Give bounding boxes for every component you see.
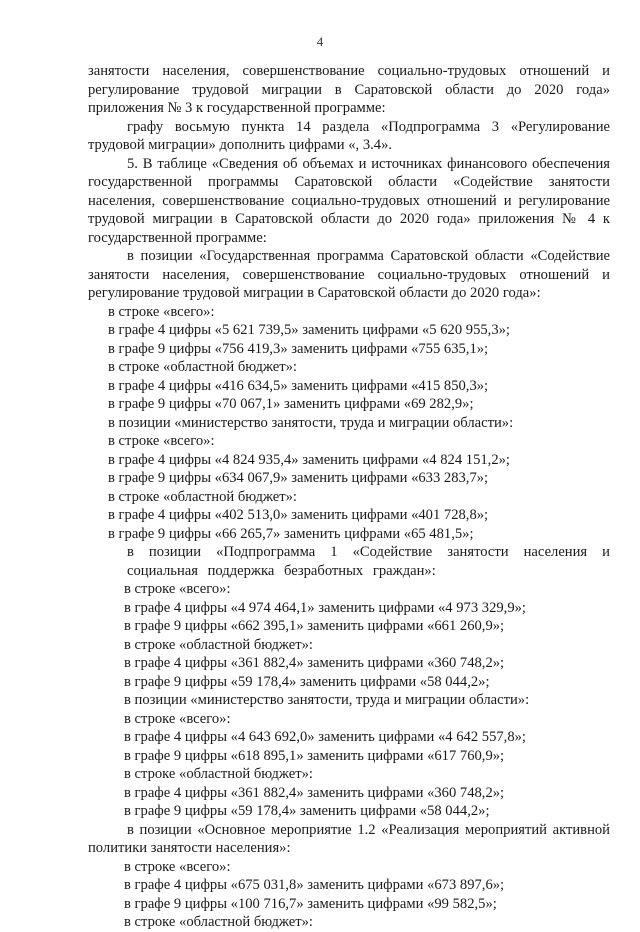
- paragraph: в позиции «министерство занятости, труда и миграции области»:: [124, 692, 530, 708]
- paragraph: в позиции «Государственная программа Саратовской области «Содействие занятости населения, совершенствование социально-трудовых отношений и регулирование трудовой миграции в Саратовской области до 2020 года»:: [88, 248, 610, 301]
- paragraph: в графе 9 цифры «662 395,1» заменить цифрами «661 260,9»;: [124, 618, 505, 634]
- paragraph: в строке «всего»:: [124, 858, 231, 875]
- paragraph: в графе 4 цифры «4 643 692,0» заменить цифрами «4 642 557,8»;: [124, 729, 526, 745]
- paragraph: в строке «областной бюджет»:: [124, 914, 313, 930]
- paragraph: в строке «всего»:: [108, 433, 215, 449]
- paragraph: в строке «всего»:: [124, 710, 231, 727]
- paragraph: в графе 4 цифры «5 621 739,5» заменить цифрами «5 620 955,3»;: [108, 322, 510, 338]
- paragraph: в графе 9 цифры «634 067,9» заменить цифрами «633 283,7»;: [108, 470, 489, 486]
- paragraph: в строке «областной бюджет»:: [124, 766, 313, 782]
- paragraph: занятости населения, совершенствование социально-трудовых отношений и регулирование трудовой миграции в Саратовской области до 2020 года» приложения № 3 к государственной программе:: [88, 63, 610, 116]
- paragraph: в графе 4 цифры «402 513,0» заменить цифрами «401 728,8»;: [108, 507, 489, 523]
- document-body: [88, 62, 610, 932]
- paragraph: в графе 9 цифры «59 178,4» заменить цифрами «58 044,2»;: [124, 673, 490, 690]
- paragraph: в графе 4 цифры «4 824 935,4» заменить цифрами «4 824 151,2»;: [108, 451, 510, 468]
- paragraph: в графе 9 цифры «618 895,1» заменить цифрами «617 760,9»;: [124, 747, 505, 764]
- paragraph: в графе 9 цифры «70 067,1» заменить цифрами «69 282,9»;: [108, 396, 474, 412]
- paragraph: в графе 9 цифры «66 265,7» заменить цифрами «65 481,5»;: [108, 525, 474, 542]
- paragraph: в графе 4 цифры «4 974 464,1» заменить цифрами «4 973 329,9»;: [124, 599, 526, 616]
- paragraph: 5. В таблице «Сведения об объемах и источниках финансового обеспечения государственной программы Саратовской области «Содействие занятости населения, совершенствование социально-трудовых отношений и регулирование трудовой миграции в Саратовской области до 2020 года» приложения № 4 к государственной программе:: [88, 155, 610, 246]
- paragraph: в позиции «Основное мероприятие 1.2 «Реализация мероприятий активной политики занятости населения»:: [88, 821, 610, 856]
- paragraph: в графе 4 цифры «361 882,4» заменить цифрами «360 748,2»;: [124, 655, 505, 671]
- page-number: 4: [316, 34, 324, 49]
- paragraph: в строке «всего»:: [108, 303, 215, 320]
- paragraph: в строке «областной бюджет»:: [108, 359, 297, 375]
- paragraph: в графе 4 цифры «416 634,5» заменить цифрами «415 850,3»;: [108, 377, 489, 394]
- paragraph: в позиции «Подпрограмма 1 «Содействие занятости населения и социальная поддержка безработных граждан»:: [127, 544, 610, 579]
- paragraph: в строке «областной бюджет»:: [108, 488, 297, 505]
- paragraph: в графе 4 цифры «361 882,4» заменить цифрами «360 748,2»;: [124, 784, 505, 801]
- paragraph: в графе 9 цифры «59 178,4» заменить цифрами «58 044,2»;: [124, 803, 490, 819]
- paragraph: графу восьмую пункта 14 раздела «Подпрограмма 3 «Регулирование трудовой миграции» дополнить цифрами «, 3.4».: [88, 118, 610, 153]
- paragraph: в строке «всего»:: [124, 581, 231, 597]
- paragraph: в графе 9 цифры «100 716,7» заменить цифрами «99 582,5»;: [124, 895, 497, 912]
- paragraph: в графе 4 цифры «675 031,8» заменить цифрами «673 897,6»;: [124, 877, 505, 893]
- paragraph: в строке «областной бюджет»:: [124, 636, 313, 653]
- paragraph: в позиции «министерство занятости, труда и миграции области»:: [108, 414, 514, 431]
- paragraph: в графе 9 цифры «756 419,3» заменить цифрами «755 635,1»;: [108, 340, 489, 357]
